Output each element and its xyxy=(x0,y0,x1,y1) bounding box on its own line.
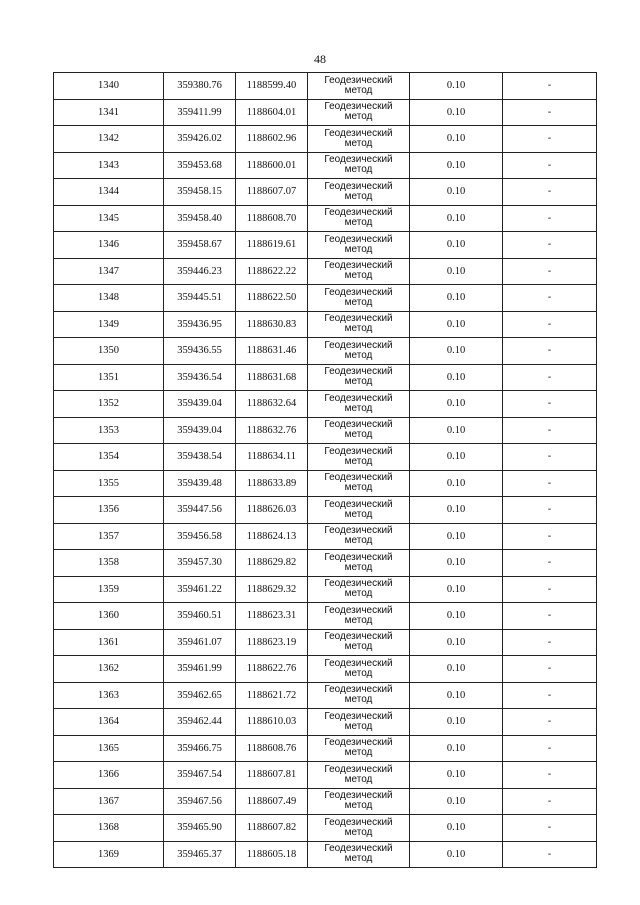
method-cell xyxy=(308,788,410,815)
method-cell xyxy=(308,364,410,391)
y-coordinate-cell: 1188629.32 xyxy=(236,576,308,603)
description-cell: - xyxy=(503,73,597,100)
point-number-cell: 1367 xyxy=(54,788,164,815)
point-number-cell: 1360 xyxy=(54,603,164,630)
point-number-cell: 1348 xyxy=(54,285,164,312)
method-cell xyxy=(308,762,410,789)
point-number-cell: 1355 xyxy=(54,470,164,497)
method-label-line2: метод xyxy=(344,217,373,229)
description-cell: - xyxy=(503,815,597,842)
method-label-line2: метод xyxy=(344,561,373,573)
method-cell xyxy=(308,656,410,683)
method-label-line1: Геодезический xyxy=(324,127,393,139)
method-cell xyxy=(308,311,410,338)
y-coordinate-cell: 1188632.64 xyxy=(236,391,308,418)
x-coordinate-cell: 359462.44 xyxy=(164,709,236,736)
table-row xyxy=(54,762,597,789)
y-coordinate-cell: 1188608.70 xyxy=(236,205,308,232)
description-cell: - xyxy=(503,603,597,630)
y-coordinate-cell: 1188631.46 xyxy=(236,338,308,365)
y-coordinate-cell: 1188626.03 xyxy=(236,497,308,524)
description-cell: - xyxy=(503,735,597,762)
method-label-line1: Геодезический xyxy=(324,604,393,616)
method-cell xyxy=(308,285,410,312)
x-coordinate-cell: 359465.90 xyxy=(164,815,236,842)
method-label-line2: метод xyxy=(344,720,373,732)
method-label-line2: метод xyxy=(344,137,373,149)
table-row xyxy=(54,99,597,126)
description-cell: - xyxy=(503,470,597,497)
method-label-line1: Геодезический xyxy=(324,763,393,775)
method-label-line2: метод xyxy=(344,455,373,467)
point-number-cell: 1347 xyxy=(54,258,164,285)
accuracy-cell: 0.10 xyxy=(410,762,503,789)
method-label-line2: метод xyxy=(344,508,373,520)
accuracy-cell: 0.10 xyxy=(410,73,503,100)
method-cell xyxy=(308,205,410,232)
accuracy-cell: 0.10 xyxy=(410,364,503,391)
point-number-cell: 1340 xyxy=(54,73,164,100)
x-coordinate-cell: 359380.76 xyxy=(164,73,236,100)
x-coordinate-cell: 359411.99 xyxy=(164,99,236,126)
method-cell xyxy=(308,417,410,444)
y-coordinate-cell: 1188607.49 xyxy=(236,788,308,815)
method-cell xyxy=(308,338,410,365)
y-coordinate-cell: 1188621.72 xyxy=(236,682,308,709)
method-cell xyxy=(308,73,410,100)
x-coordinate-cell: 359436.55 xyxy=(164,338,236,365)
method-label-line2: метод xyxy=(344,111,373,123)
point-number-cell: 1345 xyxy=(54,205,164,232)
table-row xyxy=(54,735,597,762)
page-number: 48 xyxy=(314,52,326,66)
table-row xyxy=(54,311,597,338)
method-cell xyxy=(308,444,410,471)
y-coordinate-cell: 1188624.13 xyxy=(236,523,308,550)
description-cell: - xyxy=(503,788,597,815)
point-number-cell: 1349 xyxy=(54,311,164,338)
method-cell xyxy=(308,152,410,179)
y-coordinate-cell: 1188632.76 xyxy=(236,417,308,444)
accuracy-cell: 0.10 xyxy=(410,311,503,338)
method-cell xyxy=(308,258,410,285)
table-row xyxy=(54,285,597,312)
method-label-line2: метод xyxy=(344,429,373,441)
method-cell xyxy=(308,232,410,259)
y-coordinate-cell: 1188623.19 xyxy=(236,629,308,656)
point-number-cell: 1352 xyxy=(54,391,164,418)
method-cell xyxy=(308,603,410,630)
description-cell: - xyxy=(503,232,597,259)
method-label-line1: Геодезический xyxy=(324,180,393,192)
point-number-cell: 1341 xyxy=(54,99,164,126)
method-label-line1: Геодезический xyxy=(324,260,393,272)
table-row xyxy=(54,815,597,842)
method-label-line1: Геодезический xyxy=(324,790,393,802)
y-coordinate-cell: 1188629.82 xyxy=(236,550,308,577)
method-label-line2: метод xyxy=(344,482,373,494)
coordinates-table xyxy=(53,72,597,868)
description-cell: - xyxy=(503,497,597,524)
method-label-line1: Геодезический xyxy=(324,207,393,219)
x-coordinate-cell: 359438.54 xyxy=(164,444,236,471)
point-number-cell: 1342 xyxy=(54,126,164,153)
x-coordinate-cell: 359439.04 xyxy=(164,391,236,418)
accuracy-cell: 0.10 xyxy=(410,391,503,418)
method-cell xyxy=(308,550,410,577)
description-cell: - xyxy=(503,391,597,418)
table-row xyxy=(54,179,597,206)
method-label-line1: Геодезический xyxy=(324,419,393,431)
description-cell: - xyxy=(503,550,597,577)
point-number-cell: 1344 xyxy=(54,179,164,206)
x-coordinate-cell: 359426.02 xyxy=(164,126,236,153)
method-label-line2: метод xyxy=(344,800,373,812)
method-label-line1: Геодезический xyxy=(324,74,393,86)
table-row xyxy=(54,126,597,153)
method-label-line1: Геодезический xyxy=(324,631,393,643)
y-coordinate-cell: 1188602.96 xyxy=(236,126,308,153)
table-row xyxy=(54,232,597,259)
accuracy-cell: 0.10 xyxy=(410,179,503,206)
y-coordinate-cell: 1188610.03 xyxy=(236,709,308,736)
accuracy-cell: 0.10 xyxy=(410,285,503,312)
x-coordinate-cell: 359456.58 xyxy=(164,523,236,550)
description-cell: - xyxy=(503,629,597,656)
x-coordinate-cell: 359458.15 xyxy=(164,179,236,206)
point-number-cell: 1365 xyxy=(54,735,164,762)
x-coordinate-cell: 359457.30 xyxy=(164,550,236,577)
description-cell: - xyxy=(503,126,597,153)
method-cell xyxy=(308,497,410,524)
table-row xyxy=(54,152,597,179)
table-row xyxy=(54,788,597,815)
method-label-line2: метод xyxy=(344,190,373,202)
table-row xyxy=(54,444,597,471)
x-coordinate-cell: 359447.56 xyxy=(164,497,236,524)
coordinates-table-body xyxy=(54,73,597,868)
method-label-line1: Геодезический xyxy=(324,816,393,828)
method-label-line2: метод xyxy=(344,826,373,838)
method-label-line1: Геодезический xyxy=(324,551,393,563)
method-label-line1: Геодезический xyxy=(324,657,393,669)
description-cell: - xyxy=(503,682,597,709)
point-number-cell: 1364 xyxy=(54,709,164,736)
x-coordinate-cell: 359467.56 xyxy=(164,788,236,815)
method-label-line2: метод xyxy=(344,853,373,865)
accuracy-cell: 0.10 xyxy=(410,152,503,179)
y-coordinate-cell: 1188607.07 xyxy=(236,179,308,206)
method-label-line1: Геодезический xyxy=(324,737,393,749)
accuracy-cell: 0.10 xyxy=(410,444,503,471)
x-coordinate-cell: 359458.40 xyxy=(164,205,236,232)
y-coordinate-cell: 1188619.61 xyxy=(236,232,308,259)
accuracy-cell: 0.10 xyxy=(410,629,503,656)
y-coordinate-cell: 1188599.40 xyxy=(236,73,308,100)
method-label-line2: метод xyxy=(344,349,373,361)
description-cell: - xyxy=(503,709,597,736)
method-label-line2: метод xyxy=(344,588,373,600)
accuracy-cell: 0.10 xyxy=(410,99,503,126)
accuracy-cell: 0.10 xyxy=(410,470,503,497)
table-row xyxy=(54,629,597,656)
method-label-line2: метод xyxy=(344,243,373,255)
accuracy-cell: 0.10 xyxy=(410,258,503,285)
table-row xyxy=(54,205,597,232)
x-coordinate-cell: 359461.99 xyxy=(164,656,236,683)
method-cell xyxy=(308,576,410,603)
y-coordinate-cell: 1188607.82 xyxy=(236,815,308,842)
accuracy-cell: 0.10 xyxy=(410,788,503,815)
y-coordinate-cell: 1188634.11 xyxy=(236,444,308,471)
table-row xyxy=(54,550,597,577)
y-coordinate-cell: 1188622.22 xyxy=(236,258,308,285)
method-cell xyxy=(308,841,410,868)
accuracy-cell: 0.10 xyxy=(410,338,503,365)
method-label-line2: метод xyxy=(344,323,373,335)
point-number-cell: 1346 xyxy=(54,232,164,259)
x-coordinate-cell: 359465.37 xyxy=(164,841,236,868)
method-label-line2: метод xyxy=(344,296,373,308)
description-cell: - xyxy=(503,364,597,391)
x-coordinate-cell: 359453.68 xyxy=(164,152,236,179)
method-cell xyxy=(308,523,410,550)
x-coordinate-cell: 359460.51 xyxy=(164,603,236,630)
table-row xyxy=(54,391,597,418)
y-coordinate-cell: 1188608.76 xyxy=(236,735,308,762)
method-label-line2: метод xyxy=(344,667,373,679)
method-cell xyxy=(308,815,410,842)
y-coordinate-cell: 1188630.83 xyxy=(236,311,308,338)
point-number-cell: 1369 xyxy=(54,841,164,868)
method-cell xyxy=(308,709,410,736)
method-label-line1: Геодезический xyxy=(324,339,393,351)
accuracy-cell: 0.10 xyxy=(410,709,503,736)
method-cell xyxy=(308,99,410,126)
accuracy-cell: 0.10 xyxy=(410,735,503,762)
accuracy-cell: 0.10 xyxy=(410,497,503,524)
method-label-line2: метод xyxy=(344,747,373,759)
y-coordinate-cell: 1188605.18 xyxy=(236,841,308,868)
table-row xyxy=(54,603,597,630)
method-cell xyxy=(308,470,410,497)
method-cell xyxy=(308,126,410,153)
description-cell: - xyxy=(503,762,597,789)
method-label-line1: Геодезический xyxy=(324,101,393,113)
description-cell: - xyxy=(503,205,597,232)
x-coordinate-cell: 359467.54 xyxy=(164,762,236,789)
method-label-line1: Геодезический xyxy=(324,366,393,378)
accuracy-cell: 0.10 xyxy=(410,656,503,683)
description-cell: - xyxy=(503,417,597,444)
y-coordinate-cell: 1188633.89 xyxy=(236,470,308,497)
point-number-cell: 1351 xyxy=(54,364,164,391)
x-coordinate-cell: 359466.75 xyxy=(164,735,236,762)
method-label-line1: Геодезический xyxy=(324,498,393,510)
description-cell: - xyxy=(503,258,597,285)
table-row xyxy=(54,364,597,391)
point-number-cell: 1362 xyxy=(54,656,164,683)
accuracy-cell: 0.10 xyxy=(410,603,503,630)
point-number-cell: 1353 xyxy=(54,417,164,444)
x-coordinate-cell: 359436.95 xyxy=(164,311,236,338)
method-label-line2: метод xyxy=(344,535,373,547)
accuracy-cell: 0.10 xyxy=(410,417,503,444)
description-cell: - xyxy=(503,152,597,179)
point-number-cell: 1361 xyxy=(54,629,164,656)
method-label-line2: метод xyxy=(344,773,373,785)
y-coordinate-cell: 1188600.01 xyxy=(236,152,308,179)
method-label-line1: Геодезический xyxy=(324,578,393,590)
method-label-line2: метод xyxy=(344,694,373,706)
point-number-cell: 1356 xyxy=(54,497,164,524)
method-label-line2: метод xyxy=(344,270,373,282)
accuracy-cell: 0.10 xyxy=(410,523,503,550)
accuracy-cell: 0.10 xyxy=(410,815,503,842)
description-cell: - xyxy=(503,444,597,471)
method-label-line2: метод xyxy=(344,164,373,176)
method-label-line2: метод xyxy=(344,641,373,653)
accuracy-cell: 0.10 xyxy=(410,682,503,709)
description-cell: - xyxy=(503,285,597,312)
x-coordinate-cell: 359439.48 xyxy=(164,470,236,497)
point-number-cell: 1354 xyxy=(54,444,164,471)
description-cell: - xyxy=(503,338,597,365)
method-label-line2: метод xyxy=(344,402,373,414)
method-label-line1: Геодезический xyxy=(324,392,393,404)
method-label-line1: Геодезический xyxy=(324,154,393,166)
method-label-line1: Геодезический xyxy=(324,445,393,457)
y-coordinate-cell: 1188607.81 xyxy=(236,762,308,789)
table-row xyxy=(54,338,597,365)
accuracy-cell: 0.10 xyxy=(410,841,503,868)
table-row xyxy=(54,682,597,709)
y-coordinate-cell: 1188622.76 xyxy=(236,656,308,683)
table-row xyxy=(54,417,597,444)
table-row xyxy=(54,709,597,736)
description-cell: - xyxy=(503,656,597,683)
table-row xyxy=(54,523,597,550)
table-row xyxy=(54,576,597,603)
method-cell xyxy=(308,391,410,418)
point-number-cell: 1363 xyxy=(54,682,164,709)
method-label-line1: Геодезический xyxy=(324,313,393,325)
table-row xyxy=(54,656,597,683)
accuracy-cell: 0.10 xyxy=(410,576,503,603)
table-row xyxy=(54,258,597,285)
point-number-cell: 1350 xyxy=(54,338,164,365)
description-cell: - xyxy=(503,576,597,603)
point-number-cell: 1366 xyxy=(54,762,164,789)
point-number-cell: 1358 xyxy=(54,550,164,577)
x-coordinate-cell: 359461.22 xyxy=(164,576,236,603)
accuracy-cell: 0.10 xyxy=(410,550,503,577)
accuracy-cell: 0.10 xyxy=(410,232,503,259)
method-label-line2: метод xyxy=(344,614,373,626)
accuracy-cell: 0.10 xyxy=(410,126,503,153)
table-row xyxy=(54,841,597,868)
x-coordinate-cell: 359436.54 xyxy=(164,364,236,391)
y-coordinate-cell: 1188622.50 xyxy=(236,285,308,312)
method-cell xyxy=(308,179,410,206)
method-label-line2: метод xyxy=(344,376,373,388)
y-coordinate-cell: 1188631.68 xyxy=(236,364,308,391)
point-number-cell: 1343 xyxy=(54,152,164,179)
description-cell: - xyxy=(503,523,597,550)
description-cell: - xyxy=(503,99,597,126)
table-row xyxy=(54,73,597,100)
x-coordinate-cell: 359446.23 xyxy=(164,258,236,285)
y-coordinate-cell: 1188623.31 xyxy=(236,603,308,630)
x-coordinate-cell: 359445.51 xyxy=(164,285,236,312)
point-number-cell: 1368 xyxy=(54,815,164,842)
description-cell: - xyxy=(503,841,597,868)
description-cell: - xyxy=(503,311,597,338)
method-label-line1: Геодезический xyxy=(324,525,393,537)
table-row xyxy=(54,470,597,497)
description-cell: - xyxy=(503,179,597,206)
method-cell xyxy=(308,629,410,656)
x-coordinate-cell: 359458.67 xyxy=(164,232,236,259)
x-coordinate-cell: 359462.65 xyxy=(164,682,236,709)
method-cell xyxy=(308,682,410,709)
method-label-line1: Геодезический xyxy=(324,233,393,245)
method-label-line1: Геодезический xyxy=(324,710,393,722)
method-label-line2: метод xyxy=(344,84,373,96)
method-label-line1: Геодезический xyxy=(324,286,393,298)
accuracy-cell: 0.10 xyxy=(410,205,503,232)
method-label-line1: Геодезический xyxy=(324,843,393,855)
point-number-cell: 1357 xyxy=(54,523,164,550)
table-row xyxy=(54,497,597,524)
y-coordinate-cell: 1188604.01 xyxy=(236,99,308,126)
method-label-line1: Геодезический xyxy=(324,684,393,696)
x-coordinate-cell: 359461.07 xyxy=(164,629,236,656)
x-coordinate-cell: 359439.04 xyxy=(164,417,236,444)
method-cell xyxy=(308,735,410,762)
method-label-line1: Геодезический xyxy=(324,472,393,484)
point-number-cell: 1359 xyxy=(54,576,164,603)
